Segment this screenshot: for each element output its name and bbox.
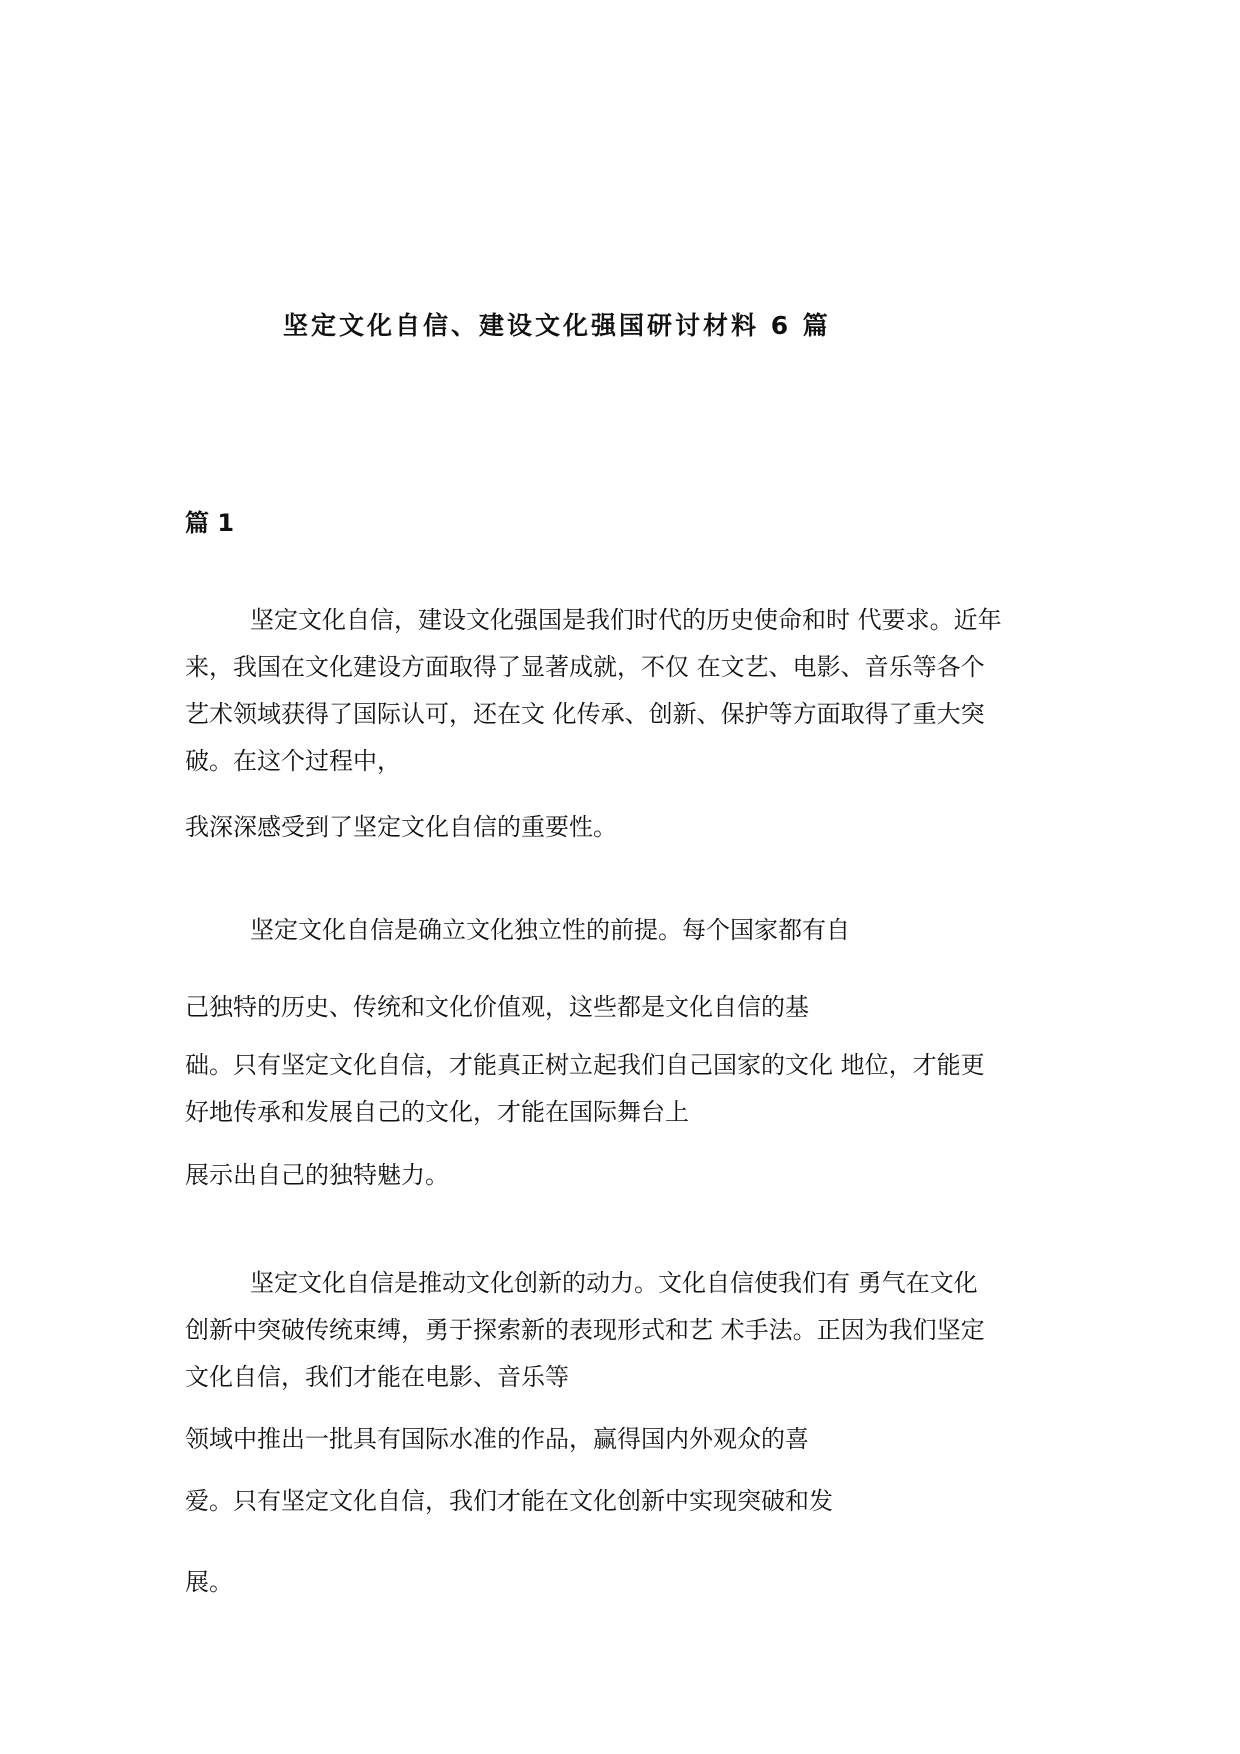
body-line: 来，我国在文化建设方面取得了显著成就，不仅 在文艺、电影、音乐等各个 [185, 653, 985, 681]
body-line: 创新中突破传统束缚，勇于探索新的表现形式和艺 术手法。正因为我们坚定 [185, 1316, 985, 1344]
body-line: 我深深感受到了坚定文化自信的重要性。 [185, 813, 617, 841]
section-heading: 篇 1 [185, 509, 235, 537]
body-line: 文化自信，我们才能在电影、音乐等 [185, 1363, 569, 1391]
body-line: 展示出自己的独特魅力。 [185, 1161, 449, 1189]
body-line: 领域中推出一批具有国际水准的作品，赢得国内外观众的喜 [185, 1425, 809, 1453]
body-line: 破。在这个过程中， [185, 747, 401, 775]
body-line: 己独特的历史、传统和文化价值观，这些都是文化自信的基 [185, 993, 809, 1021]
body-line: 坚定文化自信，建设文化强国是我们时代的历史使命和时 代要求。近年 [250, 606, 1002, 634]
document-title: 坚定文化自信、建设文化强国研讨材料 6 篇 [283, 311, 831, 340]
body-line: 坚定文化自信是推动文化创新的动力。文化自信使我们有 勇气在文化 [250, 1269, 978, 1297]
body-line: 艺术领域获得了国际认可，还在文 化传承、创新、保护等方面取得了重大突 [185, 700, 985, 728]
body-line: 爱。只有坚定文化自信，我们才能在文化创新中实现突破和发 [185, 1487, 833, 1515]
body-line: 展。 [185, 1568, 233, 1596]
body-line: 坚定文化自信是确立文化独立性的前提。每个国家都有自 [250, 916, 850, 944]
body-line: 础。只有坚定文化自信，才能真正树立起我们自己国家的文化 地位，才能更 [185, 1051, 985, 1079]
body-line: 好地传承和发展自己的文化，才能在国际舞台上 [185, 1098, 689, 1126]
